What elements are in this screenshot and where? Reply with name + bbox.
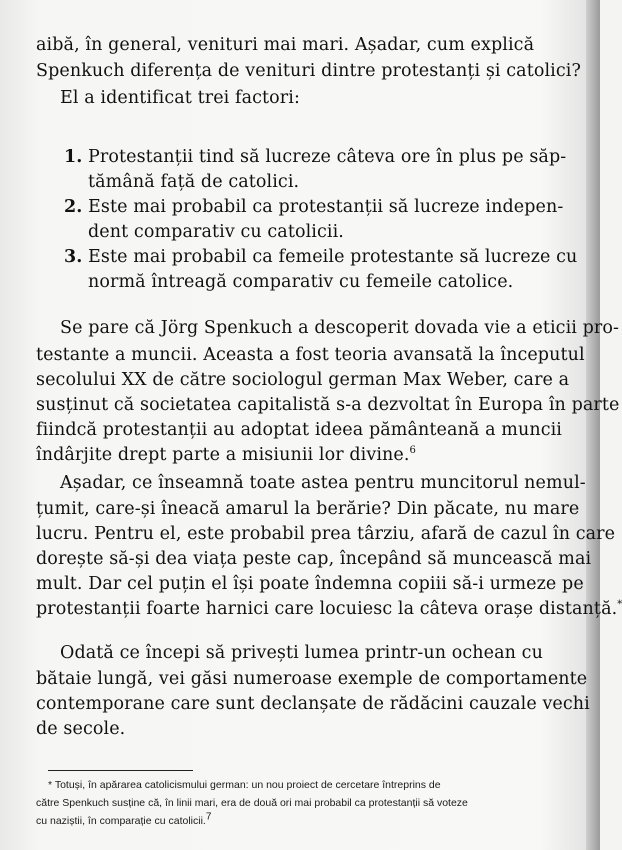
paragraph-line: țumit, care-și îneacă amarul la berărie? Din păcate, nu mare (36, 499, 580, 519)
paragraph-line: testante a muncii. Aceasta a fost teoria avansată la începutul (36, 345, 585, 365)
paragraph-line: îndârjite drept parte a misiunii lor divine.$^6$ (36, 445, 416, 465)
factor-text: Protestanții tind să lucreze câteva ore în plus pe săp- (88, 147, 567, 167)
footnote-reference: * (617, 599, 622, 611)
paragraph-line: protestanții foarte harnici care locuiesc la câteva orașe distanță.* (36, 599, 622, 619)
footnote-line: cu naziștii, în comparație cu catolicii.$^7$ (36, 811, 212, 827)
footnote-line: * Totuși, în apărarea catolicismului german: un nou proiect de cercetare întreprins de (48, 779, 441, 791)
paragraph-line: dorește să-și dea viața peste cap, începând să muncească mai (36, 549, 592, 569)
footnote-line: către Spenkuch susține că, în linii mari, era de două ori mai probabil ca protestanții să voteze (36, 797, 468, 809)
factor-text: Este mai probabil ca femeile protestante să lucreze cu (88, 247, 578, 267)
text-line: Spenkuch diferența de venituri dintre protestanți și catolici? (36, 61, 581, 81)
factor-text: dent comparativ cu catolicii. (88, 222, 344, 242)
paragraph-line: susținut că societatea capitalistă s-a dezvoltat în Europa în parte (36, 395, 620, 415)
page-edge-shadow (586, 0, 600, 850)
paragraph-line: Se pare că Jörg Spenkuch a descoperit dovada vie a eticii pro- (60, 318, 620, 338)
factor-number: 1. (64, 147, 83, 167)
paragraph-line: secolului XX de către sociologul german Max Weber, care a (36, 370, 570, 390)
factor-number: 2. (64, 197, 83, 217)
paragraph-line: de secole. (36, 719, 126, 739)
footnote-reference: 6 (409, 445, 416, 457)
paragraph-line: lucru. Pentru el, este probabil prea târziu, afară de cazul în care (36, 524, 616, 544)
text-line: aibă, în general, venituri mai mari. Așadar, cum explică (36, 35, 535, 55)
footnote-reference: 7 (205, 811, 212, 823)
factor-number: 3. (64, 247, 83, 267)
paragraph-line: bătaie lungă, vei găsi numeroase exemple de comportamente (36, 669, 588, 689)
paragraph-line: contemporane care sunt declanșate de rădăcini cauzale vechi (36, 694, 590, 714)
factor-text: normă întreagă comparativ cu femeile catolice. (88, 272, 514, 292)
factor-text: Este mai probabil ca protestanții să lucreze indepen- (88, 197, 564, 217)
paragraph-line: mult. Dar cel puțin el își poate îndemna copiii să-i urmeze pe (36, 574, 584, 594)
footnote-divider (48, 770, 193, 771)
paragraph-line: fiindcă protestanții au adoptat ideea pământeană a muncii (36, 420, 562, 440)
paragraph-line: Așadar, ce înseamnă toate astea pentru muncitorul nemul- (60, 473, 586, 493)
paragraph-line: Odată ce începi să privești lumea printr-un ochean cu (60, 643, 543, 663)
factor-text: tămână față de catolici. (88, 172, 300, 192)
text-line: El a identificat trei factori: (60, 88, 300, 108)
